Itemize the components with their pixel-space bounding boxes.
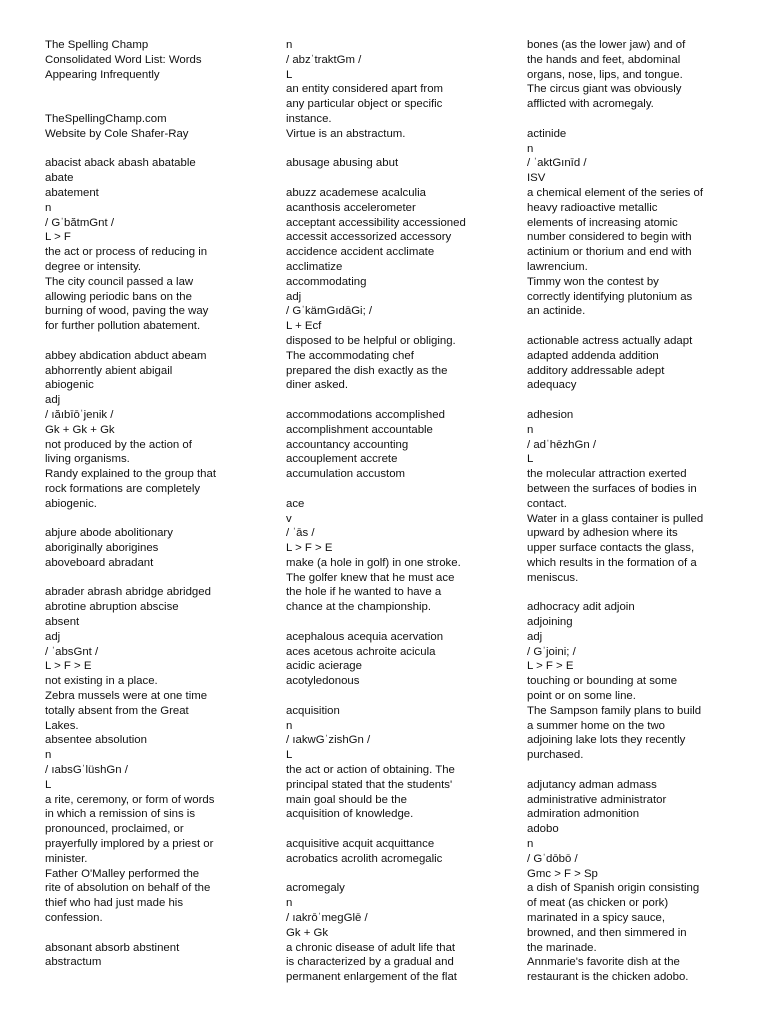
text-line: marinated in a spicy sauce, xyxy=(527,912,666,925)
text-line: living organisms. xyxy=(45,453,130,466)
text-line: adjoining xyxy=(527,616,573,629)
text-line: / abzˈtraktGm / xyxy=(286,53,362,66)
text-line: / GˈkämGıdāGi; / xyxy=(286,305,373,318)
text-line: totally absent from the Great xyxy=(45,704,189,717)
text-line: admiration admonition xyxy=(527,808,640,821)
text-line: meniscus. xyxy=(527,571,579,584)
text-line: a chronic disease of adult life that xyxy=(286,941,456,954)
text-line: absonant absorb abstinent xyxy=(45,941,180,954)
text-line: permanent enlargement of the flat xyxy=(286,971,457,984)
text-line: adjoining lake lots they recently xyxy=(527,734,686,747)
blank-line xyxy=(45,926,255,941)
text-line: diner asked. xyxy=(286,379,349,392)
text-line: acanthosis accelerometer xyxy=(286,201,416,214)
text-line: Gmc > F > Sp xyxy=(527,867,598,880)
text-line: acquisition xyxy=(286,704,340,717)
text-line: n xyxy=(45,749,52,762)
text-line: browned, and then simmered in xyxy=(527,926,687,939)
text-line: abiogenic xyxy=(45,379,94,392)
text-line: n xyxy=(45,201,52,214)
text-line: n xyxy=(527,142,534,155)
text-line: lawrencium. xyxy=(527,260,588,273)
blank-line xyxy=(527,319,732,334)
text-line: abusage abusing abut xyxy=(286,157,399,170)
blank-line xyxy=(286,142,501,157)
text-line: a chemical element of the series of xyxy=(527,186,704,199)
blank-line xyxy=(286,689,501,704)
text-line: / Gˈjoini; / xyxy=(527,645,576,658)
text-line: upper surface contacts the glass, xyxy=(527,542,695,555)
text-line: acotyledonous xyxy=(286,675,360,688)
text-line: L + Ecf xyxy=(286,320,322,333)
text-line: actionable actress actually adapt xyxy=(527,334,693,347)
text-line: Annmarie's favorite dish at the xyxy=(527,956,680,969)
text-line: not produced by the action of xyxy=(45,438,192,451)
text-line: between the surfaces of bodies in xyxy=(527,482,697,495)
text-line: an entity considered apart from xyxy=(286,83,444,96)
text-line: a dish of Spanish origin consisting xyxy=(527,882,700,895)
text-line: L > F xyxy=(45,231,71,244)
text-line: / ˈabsGnt / xyxy=(45,645,99,658)
text-line: ace xyxy=(286,497,305,510)
text-line: L > F > E xyxy=(286,542,333,555)
text-line: degree or intensity. xyxy=(45,260,142,273)
text-line: / ıakrōˈmegGlē / xyxy=(286,912,368,925)
text-line: the act or process of reducing in xyxy=(45,246,208,259)
text-line: accommodating xyxy=(286,275,367,288)
text-line: accidence accident acclimate xyxy=(286,246,435,259)
text-line: n xyxy=(527,838,534,851)
blank-line xyxy=(45,97,255,112)
text-line: abrotine abruption abscise xyxy=(45,601,179,614)
text-line: abacist aback abash abatable xyxy=(45,157,196,170)
text-line: confession. xyxy=(45,912,103,925)
text-line: abiogenic. xyxy=(45,497,97,510)
text-line: a rite, ceremony, or form of words xyxy=(45,793,215,806)
text-line: adhesion xyxy=(527,408,574,421)
text-line: abatement xyxy=(45,186,99,199)
text-line: adjutancy adman admass xyxy=(527,778,657,791)
text-line: The circus giant was obviously xyxy=(527,83,682,96)
text-line: aces acetous achroite acicula xyxy=(286,645,436,658)
text-line: aboveboard abradant xyxy=(45,556,154,569)
blank-line xyxy=(45,334,255,349)
text-line: the hole if he wanted to have a xyxy=(286,586,442,599)
text-line: Gk + Gk + Gk xyxy=(45,423,115,436)
text-line: ISV xyxy=(527,172,546,185)
text-line: Zebra mussels were at one time xyxy=(45,690,208,703)
text-line: upward by adhesion where its xyxy=(527,527,678,540)
text-line: Virtue is an abstractum. xyxy=(286,127,406,140)
text-line: accommodations accomplished xyxy=(286,408,445,421)
text-line: Timmy won the contest by xyxy=(527,275,659,288)
text-line: abhorrently abient abigail xyxy=(45,364,173,377)
text-line: instance. xyxy=(286,112,332,125)
text-line: Water in a glass container is pulled xyxy=(527,512,704,525)
text-line: actinium or thorium and end with xyxy=(527,246,692,259)
text-line: Website by Cole Shafer-Ray xyxy=(45,127,189,140)
text-line: acquisition of knowledge. xyxy=(286,808,414,821)
text-line: Randy explained to the group that xyxy=(45,468,216,481)
text-line: correctly identifying plutonium as xyxy=(527,290,693,303)
text-line: of meat (as chicken or pork) xyxy=(527,897,669,910)
text-line: not existing in a place. xyxy=(45,675,158,688)
text-line: elements of increasing atomic xyxy=(527,216,678,229)
blank-line xyxy=(45,571,255,586)
text-line: acquisitive acquit acquittance xyxy=(286,838,435,851)
text-line: The accommodating chef xyxy=(286,349,414,362)
text-line: purchased. xyxy=(527,749,584,762)
text-line: afflicted with acromegaly. xyxy=(527,98,654,111)
text-line: prayerfully implored by a priest or xyxy=(45,838,214,851)
text-line: adhocracy adit adjoin xyxy=(527,601,635,614)
blank-line xyxy=(527,112,732,127)
text-line: contact. xyxy=(527,497,567,510)
text-line: abjure abode abolitionary xyxy=(45,527,173,540)
blank-line xyxy=(45,512,255,527)
text-line: an actinide. xyxy=(527,305,586,318)
blank-line xyxy=(527,393,732,408)
text-line: administrative administrator xyxy=(527,793,667,806)
text-line: rite of absolution on behalf of the xyxy=(45,882,211,895)
text-line: the hands and feet, abdominal xyxy=(527,53,681,66)
text-line: adj xyxy=(45,630,61,643)
blank-line xyxy=(45,142,255,157)
blank-line xyxy=(45,82,255,97)
text-line: n xyxy=(286,719,293,732)
text-line: allowing periodic bans on the xyxy=(45,290,192,303)
text-line: minister. xyxy=(45,852,88,865)
text-line: / ıăıbīōˈjenik / xyxy=(45,408,114,421)
text-line: / adˈhēzhGn / xyxy=(527,438,597,451)
text-line: / ˈaktGınīd / xyxy=(527,157,587,170)
text-line: n xyxy=(286,39,293,51)
text-line: The Sampson family plans to build xyxy=(527,704,702,717)
text-line: aboriginally aborigines xyxy=(45,542,159,555)
text-line: accouplement accrete xyxy=(286,453,398,466)
text-line: thief who had just made his xyxy=(45,897,184,910)
text-line: accomplishment accountable xyxy=(286,423,433,436)
text-line: adobo xyxy=(527,823,559,836)
text-line: v xyxy=(286,512,292,525)
text-line: adapted addenda addition xyxy=(527,349,659,362)
text-line: acclimatize xyxy=(286,260,343,273)
text-line: abuzz academese acalculia xyxy=(286,186,426,199)
text-line: additory addressable adept xyxy=(527,364,665,377)
text-line: a summer home on the two xyxy=(527,719,666,732)
text-line: absent xyxy=(45,616,80,629)
text-line: The Spelling Champ xyxy=(45,39,149,51)
text-line: / ˈās / xyxy=(286,527,315,540)
blank-line xyxy=(286,393,501,408)
text-line: adj xyxy=(527,630,543,643)
text-column-2 xyxy=(286,38,501,985)
text-line: Lakes. xyxy=(45,719,79,732)
text-line: actinide xyxy=(527,127,567,140)
text-line: the molecular attraction exerted xyxy=(527,468,687,481)
text-line: Consolidated Word List: Words xyxy=(45,53,202,66)
text-line: restaurant is the chicken adobo. xyxy=(527,971,689,984)
text-line: accountancy accounting xyxy=(286,438,409,451)
text-line: acidic acierage xyxy=(286,660,362,673)
text-line: principal stated that the students' xyxy=(286,778,453,791)
text-line: main goal should be the xyxy=(286,793,407,806)
text-line: abbey abdication abduct abeam xyxy=(45,349,207,362)
blank-line xyxy=(527,585,732,600)
text-line: which results in the formation of a xyxy=(527,556,697,569)
text-line: chance at the championship. xyxy=(286,601,432,614)
text-line: any particular object or specific xyxy=(286,98,443,111)
blank-line xyxy=(286,171,501,186)
text-line: The city council passed a law xyxy=(45,275,194,288)
text-line: / ıabsGˈlüshGn / xyxy=(45,764,128,777)
text-line: rock formations are completely xyxy=(45,482,201,495)
text-line: Appearing Infrequently xyxy=(45,68,160,81)
text-line: is characterized by a gradual and xyxy=(286,956,454,969)
text-line: the act or action of obtaining. The xyxy=(286,764,455,777)
text-line: Father O'Malley performed the xyxy=(45,867,200,880)
blank-line xyxy=(286,822,501,837)
text-line: / ıakwGˈzishGn / xyxy=(286,734,371,747)
text-line: make (a hole in golf) in one stroke. xyxy=(286,556,461,569)
text-line: The golfer knew that he must ace xyxy=(286,571,455,584)
text-line: abstractum xyxy=(45,956,102,969)
text-line: heavy radioactive metallic xyxy=(527,201,658,214)
text-line: absentee absolution xyxy=(45,734,147,747)
text-line: abrader abrash abridge abridged xyxy=(45,586,211,599)
text-line: L > F > E xyxy=(45,660,92,673)
text-line: prepared the dish exactly as the xyxy=(286,364,448,377)
text-line: n xyxy=(527,423,534,436)
text-line: adj xyxy=(286,290,302,303)
text-line: pronounced, proclaimed, or xyxy=(45,823,184,836)
text-line: acephalous acequia acervation xyxy=(286,630,444,643)
text-line: number considered to begin with xyxy=(527,231,692,244)
text-line: L xyxy=(527,453,534,466)
text-line: disposed to be helpful or obliging. xyxy=(286,334,456,347)
text-line: accessit accessorized accessory xyxy=(286,231,452,244)
text-line: touching or bounding at some xyxy=(527,675,678,688)
blank-line xyxy=(286,615,501,630)
text-line: n xyxy=(286,897,293,910)
blank-line xyxy=(527,763,732,778)
text-line: accumulation accustom xyxy=(286,468,406,481)
text-line: point or on some line. xyxy=(527,690,636,703)
text-line: acrobatics acrolith acromegalic xyxy=(286,852,443,865)
text-line: adequacy xyxy=(527,379,577,392)
text-line: / GˈbătmGnt / xyxy=(45,216,114,229)
text-line: TheSpellingChamp.com xyxy=(45,112,167,125)
text-line: acromegaly xyxy=(286,882,345,895)
text-line: bones (as the lower jaw) and of xyxy=(527,39,686,51)
text-line: acceptant accessibility accessioned xyxy=(286,216,466,229)
text-line: L xyxy=(286,68,293,81)
blank-line xyxy=(286,482,501,497)
text-line: Gk + Gk xyxy=(286,926,329,939)
text-line: for further pollution abatement. xyxy=(45,320,201,333)
text-line: abate xyxy=(45,172,74,185)
text-line: L > F > E xyxy=(527,660,574,673)
text-line: organs, nose, lips, and tongue. xyxy=(527,68,683,81)
text-line: / Gˈdōbō / xyxy=(527,852,578,865)
blank-line xyxy=(286,867,501,882)
text-line: in which a remission of sins is xyxy=(45,808,196,821)
text-line: L xyxy=(45,778,52,791)
text-column-1 xyxy=(45,38,255,970)
text-line: adj xyxy=(45,394,61,407)
text-line: L xyxy=(286,749,293,762)
text-line: the marinade. xyxy=(527,941,597,954)
text-column-3 xyxy=(527,38,732,985)
text-line: burning of wood, paving the way xyxy=(45,305,209,318)
